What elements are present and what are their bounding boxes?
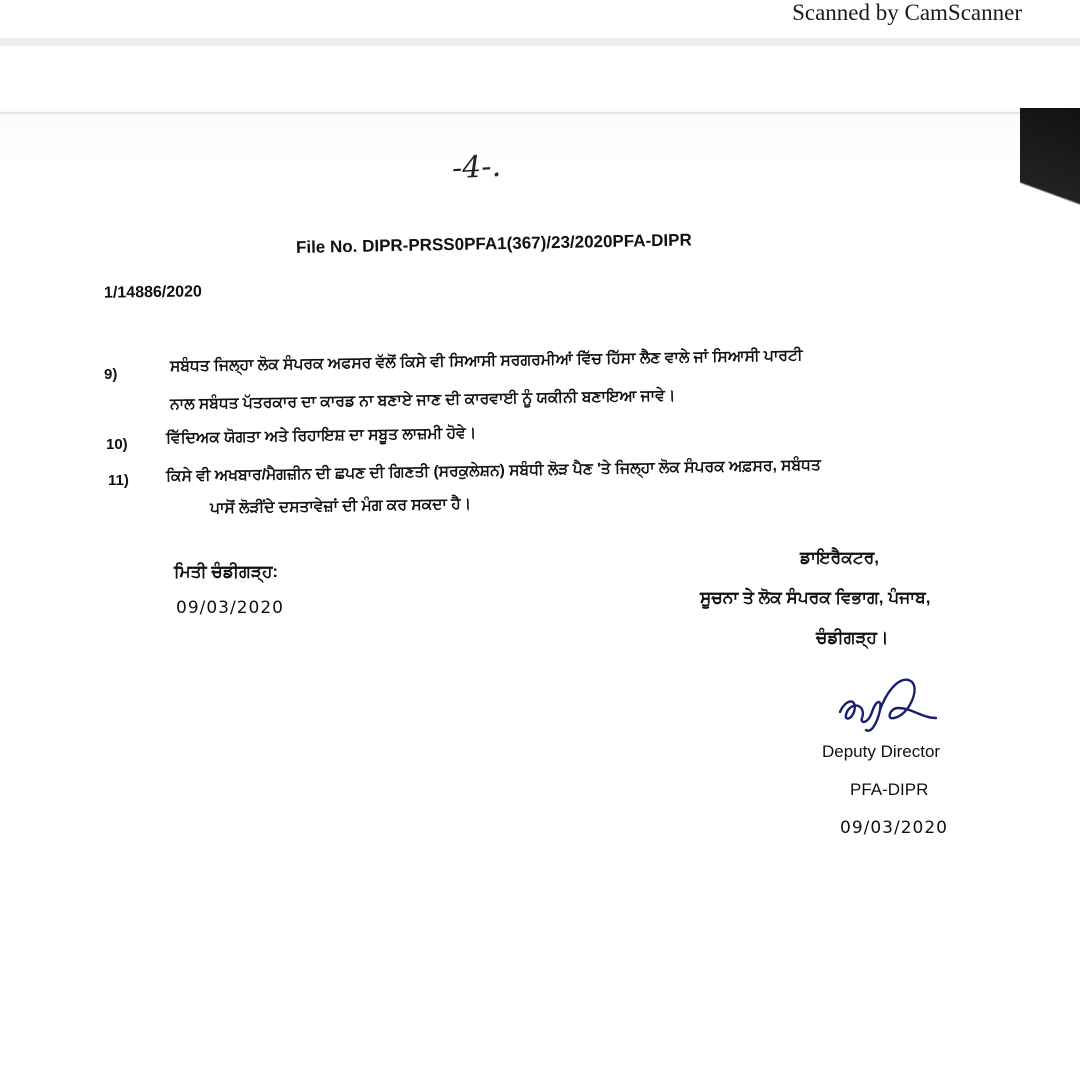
date-label: ਮਿਤੀ ਚੰਡੀਗੜ੍ਹ: [174, 562, 279, 581]
item-text-line: ਵਿੱਦਿਅਕ ਯੋਗਤਾ ਅਤੇ ਰਿਹਾਇਸ਼ ਦਾ ਸਬੂਤ ਲਾਜ਼ਮੀ ਹੋਵੇ। [165, 424, 477, 447]
corner-shadow [1020, 108, 1080, 298]
signatory-office: PFA-DIPR [850, 780, 929, 799]
signoff-designation: ਡਾਇਰੈਕਟਰ, [800, 548, 879, 567]
date-value: 09/03/2020 [176, 598, 284, 618]
item-number: 10) [106, 436, 128, 453]
item-text-line: ਕਿਸੇ ਵੀ ਅਖਬਾਰ/ਮੈਗਜ਼ੀਨ ਦੀ ਛਪਣ ਦੀ ਗਿਣਤੀ (ਸਰਕੁਲੇਸ਼ਨ) ਸਬੰਧੀ ਲੋੜ ਪੈਣ 'ਤੇ ਜਿਲ੍ਹਾ ਲੋਕ ਸੰਪਰਕ ਅਫ਼ਸਰ, ਸਬੰਧਤ [165, 456, 821, 485]
signature [832, 668, 942, 738]
signatory-date: 09/03/2020 [840, 818, 948, 838]
item-text-line: ਸਬੰਧਤ ਜਿਲ੍ਹਾ ਲੋਕ ਸੰਪਰਕ ਅਫਸਰ ਵੱਲੋਂ ਕਿਸੇ ਵੀ ਸਿਆਸੀ ਸਰਗਰਮੀਆਂ ਵਿੱਚ ਹਿੱਸਾ ਲੈਣ ਵਾਲੇ ਜਾਂ ਸਿਆਸੀ ਪਾਰਟੀ [169, 346, 803, 375]
signoff-city: ਚੰਡੀਗੜ੍ਹ। [816, 628, 889, 647]
scan-top-bar [0, 38, 1080, 46]
file-number: File No. DIPR-PRSS0PFA1(367)/23/2020PFA-DIPR [295, 230, 692, 257]
signoff-department: ਸੂਚਨਾ ਤੇ ਲੋਕ ਸੰਪਰਕ ਵਿਭਾਗ, ਪੰਜਾਬ, [700, 588, 931, 607]
item-number: 11) [108, 472, 129, 489]
signatory-title: Deputy Director [822, 742, 941, 761]
paper-edge [0, 112, 1080, 114]
item-text-line: ਨਾਲ ਸਬੰਧਤ ਪੱਤਰਕਾਰ ਦਾ ਕਾਰਡ ਨਾ ਬਣਾਏ ਜਾਣ ਦੀ ਕਾਰਵਾਈ ਨੂੰ ਯਕੀਨੀ ਬਣਾਇਆ ਜਾਵੇ। [169, 387, 676, 413]
item-number: 9) [104, 366, 118, 383]
page-number: -4-. [451, 148, 502, 187]
reference-number: 1/14886/2020 [103, 283, 202, 302]
item-text-line: ਪਾਸੋਂ ਲੋੜੀਂਦੇ ਦਸਤਾਵੇਜ਼ਾਂ ਦੀ ਮੰਗ ਕਰ ਸਕਦਾ ਹੈ। [209, 495, 472, 517]
scanner-watermark: Scanned by CamScanner [792, 0, 1022, 25]
